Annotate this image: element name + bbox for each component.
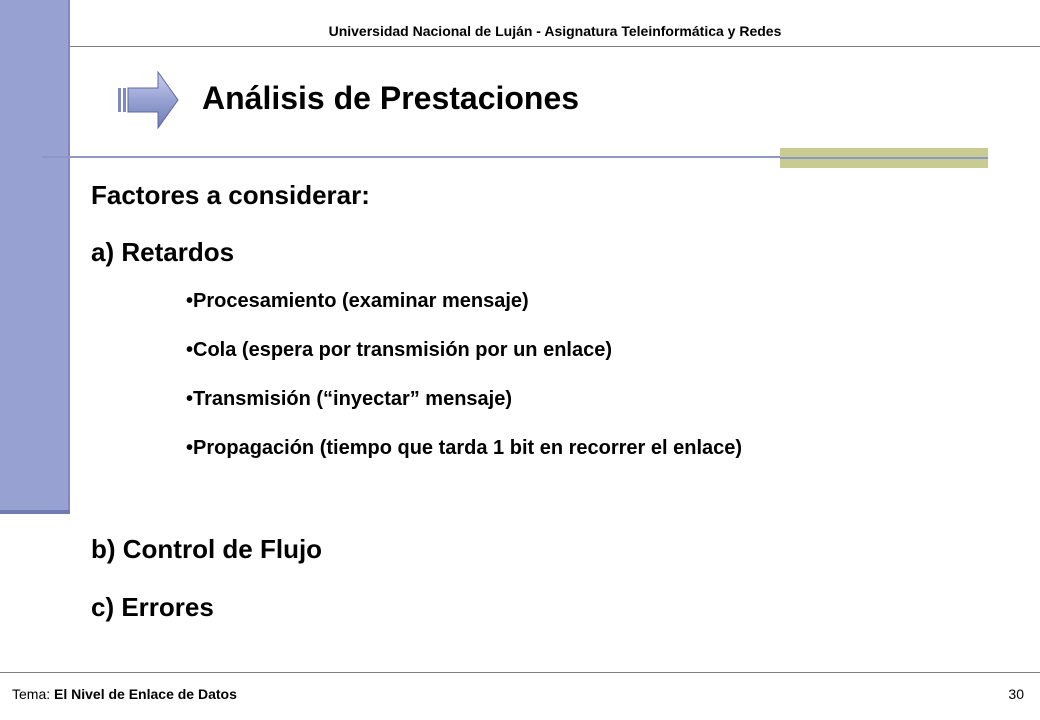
- slide-title: Análisis de Prestaciones: [202, 80, 580, 116]
- bullet-item: • Procesamiento (examinar mensaje): [186, 290, 742, 339]
- bullet-item: • Propagación (tiempo que tarda 1 bit en recorrer el enlace): [186, 437, 742, 486]
- delay-bullet-list: [186, 290, 742, 486]
- footer-topic-value: El Nivel de Enlace de Datos: [54, 686, 237, 702]
- footer-topic-label: Tema:: [12, 686, 51, 702]
- left-accent-bar-shadow: [0, 510, 70, 514]
- arrow-right-icon: [116, 68, 180, 132]
- factors-heading: Factores a considerar:: [91, 180, 370, 210]
- left-accent-bar: [0, 0, 70, 512]
- section-a-heading: a) Retardos: [91, 237, 235, 267]
- page-number: 30: [1008, 686, 1024, 702]
- header-title: Universidad Nacional de Luján - Asignatura Teleinformática y Redes: [328, 23, 782, 39]
- header-divider: [70, 46, 1040, 47]
- accent-block-rule: [780, 157, 988, 159]
- bullet-item: • Cola (espera por transmisión por un enlace): [186, 339, 742, 388]
- section-c-heading: c) Errores: [91, 592, 214, 622]
- footer-topic: [12, 686, 237, 702]
- bullet-item: • Transmisión (“inyectar” mensaje): [186, 388, 742, 437]
- footer-divider: [0, 672, 1040, 673]
- section-b-heading: b) Control de Flujo: [91, 534, 323, 564]
